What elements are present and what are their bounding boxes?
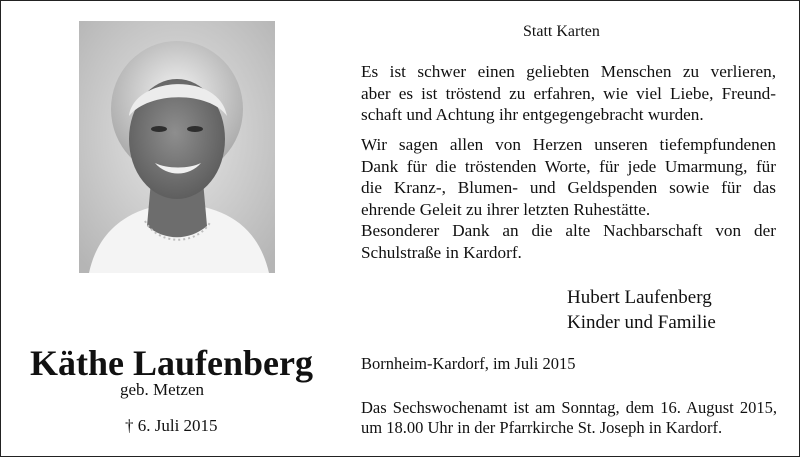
text-line: Das Sechswochenamt ist am Sonntag, dem 16. August 2015, <box>361 398 777 417</box>
text-line: aber es ist tröstend zu erfahren, wie viel Liebe, Freund- <box>361 83 776 103</box>
text-line: Es ist schwer einen geliebten Menschen zu verlieren, <box>361 62 776 81</box>
death-date: † 6. Juli 2015 <box>125 416 218 435</box>
signature-block <box>567 285 716 335</box>
text-line: schaft und Achtung ihr entgegengebracht wurden. <box>361 105 704 125</box>
text-line: Besonderer Dank an die alte Nachbarschaft von der <box>361 221 776 241</box>
thanks-paragraph-2 <box>361 134 776 264</box>
maiden-name: geb. Metzen <box>120 380 205 399</box>
portrait-photo <box>79 21 275 273</box>
place-date: Bornheim-Kardorf, im Juli 2015 <box>361 354 576 373</box>
deceased-name: Käthe Laufenberg <box>30 343 313 383</box>
signature-line: Hubert Laufenberg <box>567 287 712 308</box>
text-line: um 18.00 Uhr in der Pfarrkirche St. Joseph in Kardorf. <box>361 418 723 437</box>
text-line: Dank für die tröstenden Worte, für jede Umarmung, für <box>361 156 776 176</box>
text-line: Wir sagen allen von Herzen unseren tiefempfundenen <box>361 135 776 154</box>
thanks-paragraph-1 <box>361 61 776 126</box>
signature-line: Kinder und Familie <box>567 312 716 333</box>
notice-header: Statt Karten <box>523 23 600 40</box>
text-line: Schulstraße in Kardorf. <box>361 242 522 262</box>
text-line: ehrende Geleit zu ihrer letzten Ruhestätte. <box>361 199 651 219</box>
mass-announcement <box>361 398 777 438</box>
text-line: die Kranz-, Blumen- und Geldspenden sowie für das <box>361 178 776 198</box>
